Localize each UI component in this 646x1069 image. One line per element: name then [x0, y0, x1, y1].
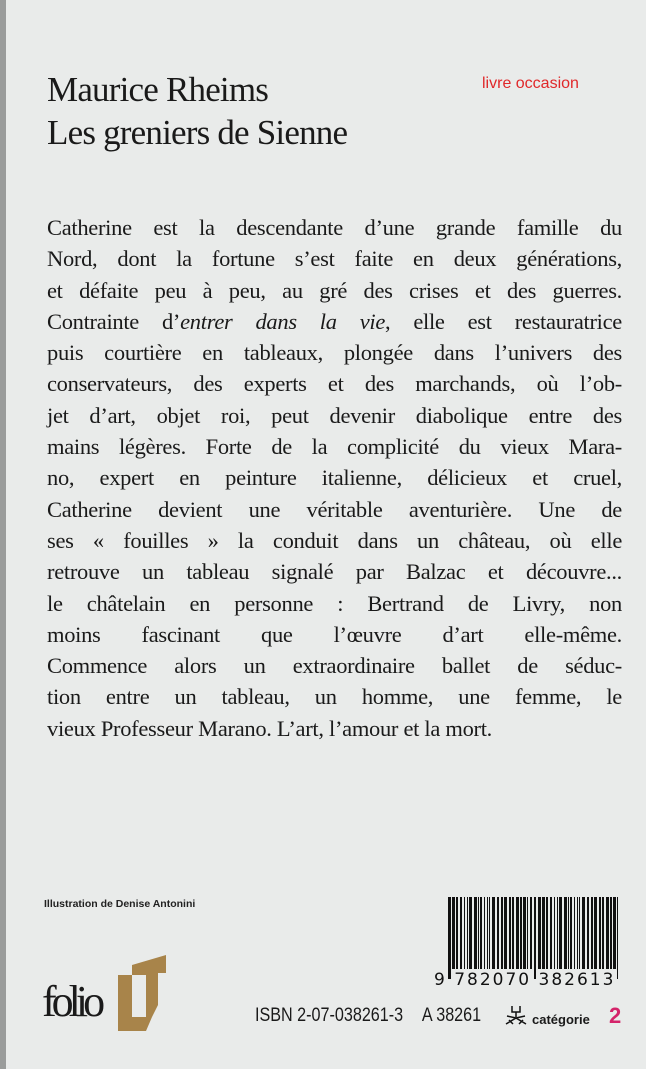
cover-edge	[0, 0, 6, 1069]
barcode	[448, 897, 622, 979]
barcode-bar	[489, 897, 490, 969]
isbn: ISBN 2-07-038261-3	[255, 1005, 404, 1026]
barcode-bar	[613, 897, 616, 969]
blurb-line: jet d’art, objet roi, peut devenir diabolique entre des	[47, 402, 622, 428]
barcode-bar	[538, 897, 541, 969]
blurb-segment: , elle est restauratrice	[385, 308, 622, 334]
author-name: Maurice Rheims	[47, 70, 269, 109]
barcode-bar	[504, 897, 507, 969]
used-book-sticker: livre occasion	[482, 75, 579, 92]
barcode-bar	[492, 897, 495, 969]
barcode-bar	[534, 897, 536, 979]
blurb-line: Nord, dont la fortune s’est faite en deux générations,	[47, 246, 622, 272]
barcode-bar	[469, 897, 472, 969]
barcode-bar	[546, 897, 548, 969]
barcode-bar	[497, 897, 499, 969]
blurb-segment: Contrainte d’	[47, 308, 181, 334]
blurb-line: vieux Professeur Marano. L’art, l’amour et la mort.	[47, 715, 492, 741]
barcode-bar	[501, 897, 503, 969]
barcode-bar	[523, 897, 526, 969]
barcode-bar	[582, 897, 585, 969]
barcode-bar	[599, 897, 601, 969]
barcode-bar	[530, 897, 532, 969]
barcode-bar	[516, 897, 519, 969]
barcode-bar	[456, 897, 458, 969]
blurb-line: puis courtière en tableaux, plongée dans l’univers des	[47, 340, 622, 366]
barcode-bar	[542, 897, 545, 969]
barcode-bar	[570, 897, 572, 969]
blurb-line: no, expert en peinture italienne, délicieux et cruel,	[47, 465, 622, 491]
barcode-bar	[460, 897, 462, 969]
barcode-digits: 9 782070 382613	[434, 970, 616, 990]
barcode-bar	[606, 897, 609, 969]
category-number: 2	[609, 1003, 622, 1028]
barcode-bar	[568, 897, 569, 969]
barcode-bar	[602, 897, 604, 969]
barcode-bar	[617, 897, 618, 979]
barcode-bar	[487, 897, 488, 969]
blurb-line: conservateurs, des experts et des marchands, où l’ob-	[47, 371, 622, 397]
publisher-logo-text: folio	[42, 977, 101, 1026]
isbn-row	[255, 1005, 500, 1027]
category-label: catégorie	[532, 1012, 590, 1027]
barcode-bar	[480, 897, 482, 969]
blurb-segment: entrer dans la vie	[180, 308, 386, 334]
illustration-credit: Illustration de Denise Antonini	[44, 898, 196, 910]
barcode-bar	[467, 897, 468, 969]
barcode-bar	[577, 897, 578, 969]
blurb-line: mains légères. Forte de la complicité du vieux Mara-	[47, 434, 622, 460]
blurb-line: Commence alors un extraordinaire ballet de séduc-	[47, 653, 622, 679]
barcode-bar	[509, 897, 511, 969]
barcode-bar	[574, 897, 575, 969]
blurb	[47, 212, 622, 744]
barcode-bar	[464, 897, 465, 969]
folio-logo-icon	[118, 955, 170, 1033]
emblem-icon	[503, 1004, 529, 1026]
book-title: Les greniers de Sienne	[47, 113, 348, 152]
blurb-line	[47, 306, 622, 337]
barcode-bar	[554, 897, 555, 969]
barcode-bar	[452, 897, 455, 969]
blurb-line: moins fascinant que l’œuvre d’art elle-même.	[47, 621, 622, 647]
blurb-line: et défaite peu à peu, au gré des crises et des guerres.	[47, 277, 622, 303]
barcode-bar	[484, 897, 485, 969]
barcode-bar	[448, 897, 451, 979]
barcode-bar	[478, 897, 479, 969]
barcode-bar	[520, 897, 522, 969]
blurb-line: retrouve un tableau signalé par Balzac et découvre...	[47, 559, 622, 585]
barcode-bar	[557, 897, 558, 969]
barcode-bar	[474, 897, 477, 969]
blurb-line: Catherine est la descendante d’une grande famille du	[47, 215, 622, 240]
barcode-bar	[587, 897, 589, 969]
reference-number: A 38261	[421, 1005, 482, 1026]
barcode-bar	[550, 897, 552, 969]
blurb-line: Catherine devient une véritable aventurière. Une de	[47, 496, 622, 522]
barcode-bar	[610, 897, 612, 969]
blurb-line: ses « fouilles » la conduit dans un château, où elle	[47, 527, 622, 553]
barcode-bar	[591, 897, 593, 969]
blurb-line: tion entre un tableau, un homme, une femme, le	[47, 684, 622, 710]
blurb-line: le châtelain en personne : Bertrand de Livry, non	[47, 590, 622, 616]
barcode-bar	[594, 897, 597, 969]
barcode-bar	[559, 897, 562, 969]
barcode-bar	[512, 897, 514, 969]
barcode-bar	[564, 897, 567, 969]
barcode-bar	[579, 897, 580, 969]
barcode-bar	[527, 897, 528, 969]
